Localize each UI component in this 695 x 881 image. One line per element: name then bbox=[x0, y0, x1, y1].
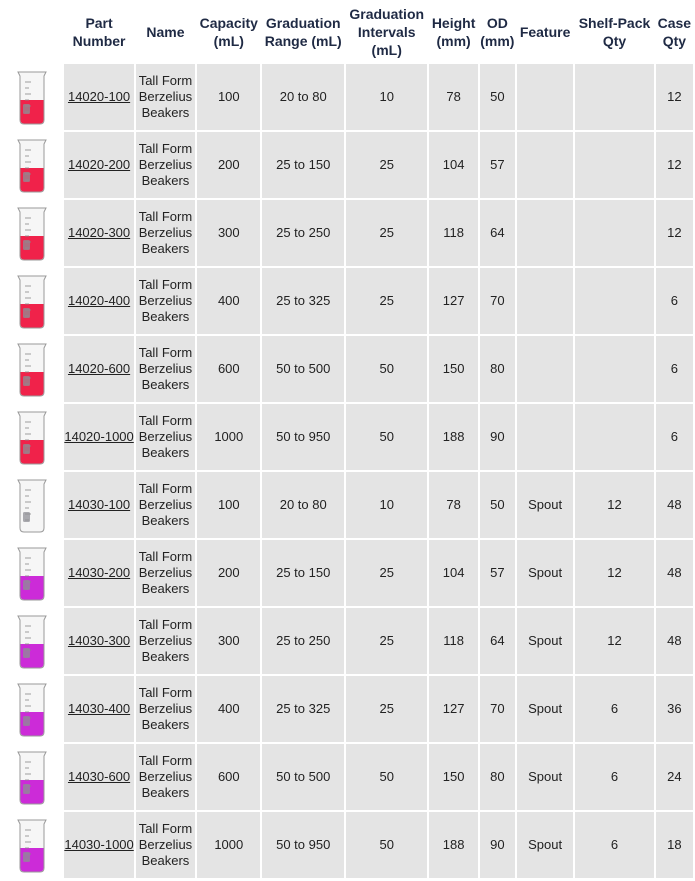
od-cell: 80 bbox=[480, 336, 515, 402]
part-number-link[interactable]: 14020-200 bbox=[67, 157, 131, 172]
part-number-link[interactable]: 14020-100 bbox=[67, 89, 131, 104]
name-cell bbox=[136, 132, 195, 198]
name-cell bbox=[136, 404, 195, 470]
name-cell bbox=[136, 608, 195, 674]
name-line-2: Berzelius bbox=[138, 633, 193, 648]
name-cell bbox=[136, 812, 195, 878]
product-image-cell bbox=[2, 268, 62, 334]
graduation-range-cell: 25 to 150 bbox=[262, 132, 343, 198]
table-row bbox=[2, 540, 693, 606]
header-image bbox=[2, 2, 62, 62]
graduation-intervals-cell: 25 bbox=[346, 608, 427, 674]
header-row bbox=[2, 2, 693, 62]
case-qty-cell: 12 bbox=[656, 200, 693, 266]
part-number-cell bbox=[64, 404, 133, 470]
part-number-link[interactable]: 14030-200 bbox=[67, 565, 131, 580]
header-shelf-pack-qty: Shelf-Pack Qty bbox=[575, 2, 653, 62]
name-line-3: Beakers bbox=[141, 717, 190, 732]
height-cell: 118 bbox=[429, 608, 477, 674]
od-cell: 90 bbox=[480, 404, 515, 470]
feature-cell bbox=[517, 64, 573, 130]
table-row bbox=[2, 608, 693, 674]
table-row bbox=[2, 200, 693, 266]
name-line-3: Beakers bbox=[141, 581, 190, 596]
header-od: OD (mm) bbox=[480, 2, 515, 62]
case-qty-cell: 48 bbox=[656, 540, 693, 606]
graduation-intervals-cell: 50 bbox=[346, 336, 427, 402]
case-qty-cell: 24 bbox=[656, 744, 693, 810]
beaker-icon[interactable] bbox=[11, 204, 53, 262]
shelf-pack-cell bbox=[575, 336, 653, 402]
shelf-pack-cell bbox=[575, 404, 653, 470]
header-graduation-intervals: Graduation Intervals (mL) bbox=[346, 2, 427, 62]
part-number-cell bbox=[64, 744, 133, 810]
od-cell: 90 bbox=[480, 812, 515, 878]
capacity-cell: 100 bbox=[197, 64, 260, 130]
product-image-cell bbox=[2, 132, 62, 198]
product-image-cell bbox=[2, 200, 62, 266]
beaker-icon[interactable] bbox=[11, 476, 53, 534]
part-number-link[interactable]: 14030-100 bbox=[67, 497, 131, 512]
name-line-3: Beakers bbox=[141, 309, 190, 324]
product-image-cell bbox=[2, 404, 62, 470]
table-row bbox=[2, 676, 693, 742]
header-name: Name bbox=[136, 2, 195, 62]
case-qty-cell: 12 bbox=[656, 132, 693, 198]
feature-cell: Spout bbox=[517, 608, 573, 674]
part-number-link[interactable]: 14030-300 bbox=[67, 633, 131, 648]
capacity-cell: 1000 bbox=[197, 404, 260, 470]
capacity-cell: 600 bbox=[197, 336, 260, 402]
height-cell: 188 bbox=[429, 404, 477, 470]
product-image-cell bbox=[2, 540, 62, 606]
name-line-3: Beakers bbox=[141, 241, 190, 256]
od-cell: 70 bbox=[480, 676, 515, 742]
name-line-3: Beakers bbox=[141, 853, 190, 868]
beaker-icon[interactable] bbox=[11, 612, 53, 670]
graduation-range-cell: 20 to 80 bbox=[262, 64, 343, 130]
part-number-cell bbox=[64, 64, 133, 130]
product-image-cell bbox=[2, 336, 62, 402]
shelf-pack-cell bbox=[575, 64, 653, 130]
feature-cell bbox=[517, 132, 573, 198]
shelf-pack-cell: 6 bbox=[575, 744, 653, 810]
name-cell bbox=[136, 268, 195, 334]
part-number-cell bbox=[64, 472, 133, 538]
part-number-link[interactable]: 14030-1000 bbox=[64, 837, 134, 852]
od-cell: 57 bbox=[480, 132, 515, 198]
graduation-intervals-cell: 25 bbox=[346, 200, 427, 266]
graduation-range-cell: 25 to 150 bbox=[262, 540, 343, 606]
product-image-cell bbox=[2, 744, 62, 810]
name-line-2: Berzelius bbox=[138, 157, 193, 172]
graduation-range-cell: 50 to 500 bbox=[262, 744, 343, 810]
header-graduation-range: Graduation Range (mL) bbox=[262, 2, 343, 62]
graduation-intervals-cell: 50 bbox=[346, 812, 427, 878]
name-line-3: Beakers bbox=[141, 513, 190, 528]
beaker-icon[interactable] bbox=[11, 408, 53, 466]
case-qty-cell: 48 bbox=[656, 472, 693, 538]
header-height: Height (mm) bbox=[429, 2, 477, 62]
shelf-pack-cell: 12 bbox=[575, 472, 653, 538]
graduation-intervals-cell: 25 bbox=[346, 540, 427, 606]
name-line-1: Tall Form bbox=[138, 277, 193, 292]
part-number-link[interactable]: 14020-300 bbox=[67, 225, 131, 240]
od-cell: 57 bbox=[480, 540, 515, 606]
feature-cell: Spout bbox=[517, 812, 573, 878]
name-cell bbox=[136, 200, 195, 266]
capacity-cell: 200 bbox=[197, 540, 260, 606]
graduation-range-cell: 50 to 950 bbox=[262, 812, 343, 878]
name-line-1: Tall Form bbox=[138, 413, 193, 428]
height-cell: 118 bbox=[429, 200, 477, 266]
part-number-link[interactable]: 14020-1000 bbox=[64, 429, 134, 444]
graduation-intervals-cell: 10 bbox=[346, 472, 427, 538]
table-row bbox=[2, 404, 693, 470]
graduation-intervals-cell: 25 bbox=[346, 268, 427, 334]
od-cell: 50 bbox=[480, 64, 515, 130]
beaker-icon[interactable] bbox=[11, 816, 53, 874]
case-qty-cell: 6 bbox=[656, 336, 693, 402]
header-capacity: Capacity (mL) bbox=[197, 2, 260, 62]
capacity-cell: 400 bbox=[197, 268, 260, 334]
graduation-range-cell: 25 to 325 bbox=[262, 676, 343, 742]
od-cell: 50 bbox=[480, 472, 515, 538]
product-image-cell bbox=[2, 472, 62, 538]
part-number-cell bbox=[64, 540, 133, 606]
height-cell: 127 bbox=[429, 676, 477, 742]
header-feature: Feature bbox=[517, 2, 573, 62]
graduation-range-cell: 50 to 500 bbox=[262, 336, 343, 402]
feature-cell: Spout bbox=[517, 472, 573, 538]
name-cell bbox=[136, 676, 195, 742]
name-cell bbox=[136, 540, 195, 606]
feature-cell bbox=[517, 404, 573, 470]
case-qty-cell: 48 bbox=[656, 608, 693, 674]
height-cell: 104 bbox=[429, 540, 477, 606]
name-line-2: Berzelius bbox=[138, 701, 193, 716]
name-line-3: Beakers bbox=[141, 105, 190, 120]
shelf-pack-cell bbox=[575, 200, 653, 266]
beaker-icon[interactable] bbox=[11, 544, 53, 602]
table-row bbox=[2, 64, 693, 130]
name-line-1: Tall Form bbox=[138, 209, 193, 224]
beaker-icon[interactable] bbox=[11, 272, 53, 330]
name-line-1: Tall Form bbox=[138, 685, 193, 700]
height-cell: 150 bbox=[429, 744, 477, 810]
name-line-3: Beakers bbox=[141, 173, 190, 188]
case-qty-cell: 12 bbox=[656, 64, 693, 130]
table-row bbox=[2, 336, 693, 402]
name-line-2: Berzelius bbox=[138, 837, 193, 852]
od-cell: 80 bbox=[480, 744, 515, 810]
height-cell: 127 bbox=[429, 268, 477, 334]
part-number-cell bbox=[64, 676, 133, 742]
table-row bbox=[2, 132, 693, 198]
capacity-cell: 600 bbox=[197, 744, 260, 810]
height-cell: 104 bbox=[429, 132, 477, 198]
name-line-2: Berzelius bbox=[138, 497, 193, 512]
capacity-cell: 300 bbox=[197, 200, 260, 266]
feature-cell: Spout bbox=[517, 676, 573, 742]
part-number-cell bbox=[64, 132, 133, 198]
name-line-2: Berzelius bbox=[138, 293, 193, 308]
header-case-qty: Case Qty bbox=[656, 2, 693, 62]
name-line-1: Tall Form bbox=[138, 345, 193, 360]
name-line-3: Beakers bbox=[141, 445, 190, 460]
name-line-1: Tall Form bbox=[138, 753, 193, 768]
case-qty-cell: 36 bbox=[656, 676, 693, 742]
name-line-1: Tall Form bbox=[138, 73, 193, 88]
name-line-1: Tall Form bbox=[138, 617, 193, 632]
part-number-cell bbox=[64, 200, 133, 266]
table-row bbox=[2, 744, 693, 810]
name-line-2: Berzelius bbox=[138, 89, 193, 104]
header-part-number: Part Number bbox=[64, 2, 133, 62]
height-cell: 78 bbox=[429, 472, 477, 538]
part-number-link[interactable]: 14030-600 bbox=[67, 769, 131, 784]
product-image-cell bbox=[2, 812, 62, 878]
capacity-cell: 100 bbox=[197, 472, 260, 538]
capacity-cell: 300 bbox=[197, 608, 260, 674]
name-line-2: Berzelius bbox=[138, 225, 193, 240]
beaker-icon[interactable] bbox=[11, 340, 53, 398]
part-number-cell bbox=[64, 268, 133, 334]
table-row bbox=[2, 472, 693, 538]
name-cell bbox=[136, 336, 195, 402]
shelf-pack-cell bbox=[575, 268, 653, 334]
part-number-cell bbox=[64, 608, 133, 674]
height-cell: 150 bbox=[429, 336, 477, 402]
feature-cell: Spout bbox=[517, 744, 573, 810]
table-row bbox=[2, 812, 693, 878]
height-cell: 78 bbox=[429, 64, 477, 130]
graduation-intervals-cell: 50 bbox=[346, 404, 427, 470]
name-line-2: Berzelius bbox=[138, 429, 193, 444]
feature-cell bbox=[517, 200, 573, 266]
graduation-intervals-cell: 10 bbox=[346, 64, 427, 130]
name-line-3: Beakers bbox=[141, 377, 190, 392]
part-number-link[interactable]: 14030-400 bbox=[67, 701, 131, 716]
name-cell bbox=[136, 64, 195, 130]
product-image-cell bbox=[2, 608, 62, 674]
case-qty-cell: 18 bbox=[656, 812, 693, 878]
table-row bbox=[2, 268, 693, 334]
product-image-cell bbox=[2, 64, 62, 130]
case-qty-cell: 6 bbox=[656, 404, 693, 470]
od-cell: 70 bbox=[480, 268, 515, 334]
part-number-cell bbox=[64, 336, 133, 402]
shelf-pack-cell bbox=[575, 132, 653, 198]
shelf-pack-cell: 6 bbox=[575, 812, 653, 878]
beaker-icon[interactable] bbox=[11, 680, 53, 738]
name-line-1: Tall Form bbox=[138, 821, 193, 836]
od-cell: 64 bbox=[480, 608, 515, 674]
height-cell: 188 bbox=[429, 812, 477, 878]
graduation-range-cell: 25 to 250 bbox=[262, 200, 343, 266]
part-number-cell bbox=[64, 812, 133, 878]
part-number-link[interactable]: 14020-400 bbox=[67, 293, 131, 308]
graduation-intervals-cell: 25 bbox=[346, 676, 427, 742]
beaker-icon[interactable] bbox=[11, 68, 53, 126]
graduation-range-cell: 25 to 325 bbox=[262, 268, 343, 334]
name-line-3: Beakers bbox=[141, 649, 190, 664]
od-cell: 64 bbox=[480, 200, 515, 266]
graduation-range-cell: 25 to 250 bbox=[262, 608, 343, 674]
case-qty-cell: 6 bbox=[656, 268, 693, 334]
graduation-range-cell: 50 to 950 bbox=[262, 404, 343, 470]
beaker-icon[interactable] bbox=[11, 748, 53, 806]
beaker-icon[interactable] bbox=[11, 136, 53, 194]
graduation-intervals-cell: 50 bbox=[346, 744, 427, 810]
shelf-pack-cell: 6 bbox=[575, 676, 653, 742]
name-cell bbox=[136, 744, 195, 810]
shelf-pack-cell: 12 bbox=[575, 608, 653, 674]
name-line-1: Tall Form bbox=[138, 141, 193, 156]
graduation-range-cell: 20 to 80 bbox=[262, 472, 343, 538]
capacity-cell: 400 bbox=[197, 676, 260, 742]
graduation-intervals-cell: 25 bbox=[346, 132, 427, 198]
capacity-cell: 200 bbox=[197, 132, 260, 198]
name-line-2: Berzelius bbox=[138, 361, 193, 376]
name-line-2: Berzelius bbox=[138, 565, 193, 580]
feature-cell bbox=[517, 336, 573, 402]
feature-cell bbox=[517, 268, 573, 334]
capacity-cell: 1000 bbox=[197, 812, 260, 878]
name-line-1: Tall Form bbox=[138, 481, 193, 496]
name-line-3: Beakers bbox=[141, 785, 190, 800]
name-cell bbox=[136, 472, 195, 538]
product-image-cell bbox=[2, 676, 62, 742]
feature-cell: Spout bbox=[517, 540, 573, 606]
part-number-link[interactable]: 14020-600 bbox=[67, 361, 131, 376]
shelf-pack-cell: 12 bbox=[575, 540, 653, 606]
name-line-1: Tall Form bbox=[138, 549, 193, 564]
name-line-2: Berzelius bbox=[138, 769, 193, 784]
